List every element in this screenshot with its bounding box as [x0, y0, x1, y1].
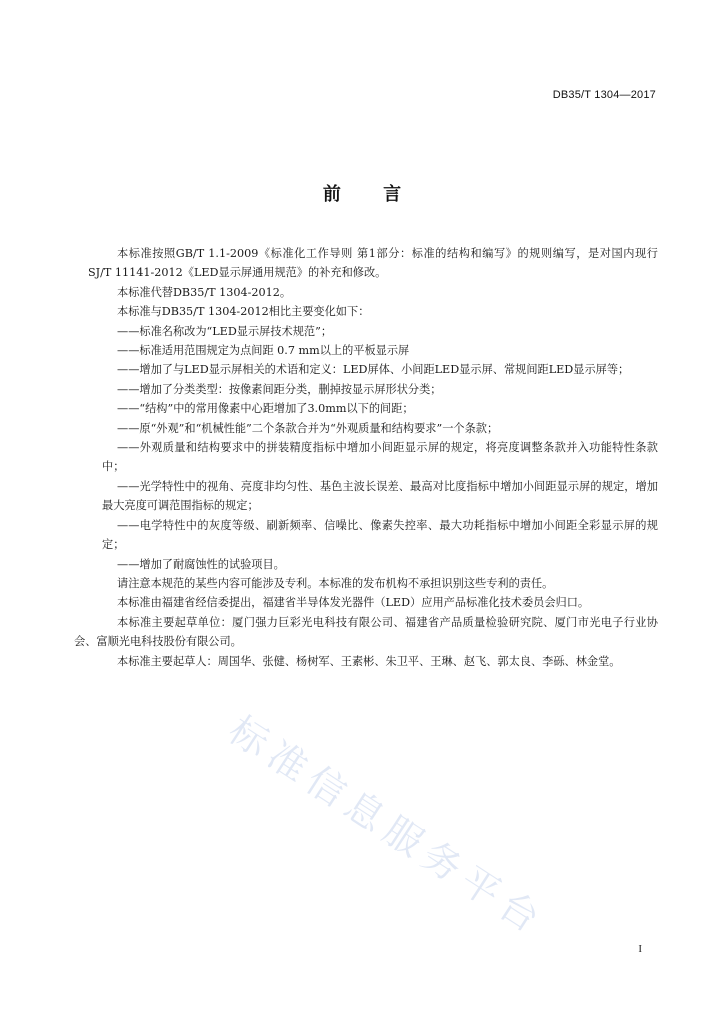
- change-item: ——光学特性中的视角、亮度非均匀性、基色主波长误差、最高对比度指标中增加小间距显示屏的规定，增加最大亮度可调范围指标的规定；: [102, 479, 658, 513]
- change-item: ——标准适用范围规定为点间距 0.7 mm以上的平板显示屏: [117, 344, 410, 358]
- paragraph-proposer: 本标准由福建省经信委提出，福建省半导体发光器件（LED）应用产品标准化技术委员会归口。: [117, 596, 590, 610]
- paragraph-drafters: 本标准主要起草人：周国华、张健、杨树军、王素彬、朱卫平、王琳、赵飞、郭太良、李砾、林金堂。: [117, 654, 621, 668]
- change-item: ——标准名称改为“LED显示屏技术规范”；: [117, 324, 333, 338]
- change-item: ——电学特性中的灰度等级、刷新频率、信噪比、像素失控率、最大功耗指标中增加小间距全彩显示屏的规定；: [102, 518, 658, 552]
- change-item: ——外观质量和结构要求中的拼装精度指标中增加小间距显示屏的规定，将亮度调整条款并入功能特性条款中；: [102, 441, 658, 474]
- page-title: 前 言: [322, 184, 420, 205]
- foreword-body: [74, 244, 658, 671]
- paragraph-patent-notice: 请注意本规范的某些内容可能涉及专利。本标准的发布机构不承担识别这些专利的责任。: [117, 576, 554, 590]
- change-item: ——增加了分类类型：按像素间距分类，删掉按显示屏形状分类；: [117, 382, 442, 396]
- standard-code-header: DB35/T 1304—2017: [552, 89, 656, 101]
- change-item: ——增加了与LED显示屏相关的术语和定义：LED屏体、小间距LED显示屏、常规间距LED显示屏等；: [117, 363, 630, 377]
- paragraph-drafting-units: 本标准主要起草单位：厦门强力巨彩光电科技有限公司、福建省产品质量检验研究院、厦门市光电子行业协会、富顺光电科技股份有限公司。: [74, 615, 658, 649]
- paragraph-changes-lead: 本标准与DB35/T 1304-2012相比主要变化如下：: [117, 305, 370, 319]
- paragraph-replaces: 本标准代替DB35/T 1304-2012。: [117, 285, 292, 299]
- watermark: 标准信息服务平台: [221, 707, 554, 945]
- change-item: ——增加了耐腐蚀性的试验项目。: [117, 557, 285, 571]
- paragraph-intro: 本标准按照GB/T 1.1-2009《标准化工作导则 第1部分：标准的结构和编写》的规则编写，是对国内现行SJ/T 11141-2012《LED显示屏通用规范》的补充和修改。: [88, 247, 658, 280]
- change-item: ——原“外观”和“机械性能”二个条款合并为“外观质量和结构要求”一个条款；: [117, 421, 499, 435]
- page-number: I: [638, 943, 642, 955]
- change-item: ——“结构”中的常用像素中心距增加了3.0mm以下的间距；: [117, 402, 414, 416]
